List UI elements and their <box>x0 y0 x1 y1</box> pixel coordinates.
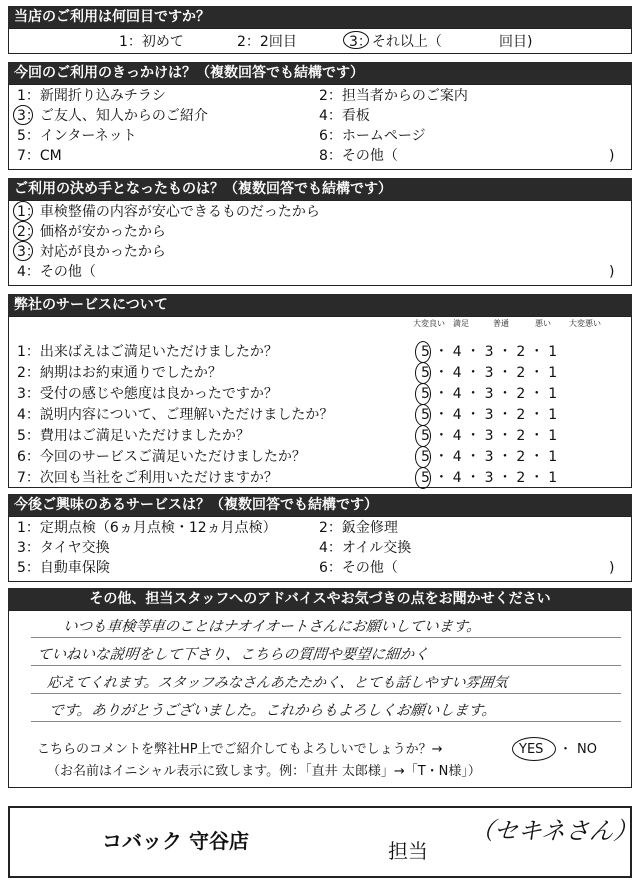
q2-item-1[interactable]: 1：新聞折り込みチラシ <box>17 88 166 104</box>
q4-question-1: 1：出来ばえはご満足いただけましたか？ <box>17 344 278 360</box>
q2-item-5[interactable]: 5：インターネット <box>17 128 137 144</box>
yes-option[interactable]: YES <box>519 742 544 757</box>
answer-circle <box>13 201 33 221</box>
q3-item-2[interactable]: 2：価格が安かったから <box>17 224 166 240</box>
ruled-line <box>31 665 621 666</box>
q3-item-1[interactable]: 1：車検整備の内容が安心できるものだったから <box>17 204 320 220</box>
q5-item-4[interactable]: 4：オイル交換 <box>319 540 412 556</box>
q1-option-3-suffix: 回目) <box>499 34 533 50</box>
footer-box <box>8 806 640 878</box>
q3-header <box>8 178 632 200</box>
initials-note: （お名前はイニシャル表示に致します。例：「直井 太郎様」→「T・N様」） <box>47 764 481 779</box>
q1-header <box>8 6 632 28</box>
ruled-line <box>31 721 621 722</box>
q2-title: 今回のご利用のきっかけは？（複数回答でも結構です） <box>14 65 364 81</box>
scale-header-1: 大変悪い <box>569 319 601 328</box>
comment-line-4: です。ありがとうございました。これからもよろしくお願いします。 <box>48 703 498 719</box>
q2-item-4[interactable]: 4：看板 <box>319 108 370 124</box>
q4-scale-5[interactable]: 5 ・ 4 ・ 3 ・ 2 ・ 1 <box>421 428 558 444</box>
q4-scale-6[interactable]: 5 ・ 4 ・ 3 ・ 2 ・ 1 <box>421 449 558 465</box>
q1-box <box>8 28 632 54</box>
ruled-line <box>31 637 621 638</box>
q2-item-3[interactable]: 3：ご友人、知人からのご紹介 <box>17 108 208 124</box>
option-separator: ・ <box>559 742 573 757</box>
q5-header <box>8 494 632 516</box>
q5-item-2[interactable]: 2：鈑金修理 <box>319 520 398 536</box>
q2-item-2[interactable]: 2：担当者からのご案内 <box>319 88 468 104</box>
ruled-line <box>31 693 621 694</box>
rating-answer-circle <box>415 425 431 447</box>
rating-answer-circle <box>415 362 431 384</box>
q2-close-paren: ) <box>609 148 615 164</box>
rating-answer-circle <box>415 341 431 363</box>
q2-item-8[interactable]: 8：その他（ <box>319 148 398 164</box>
q3-title: ご利用の決め手となったものは？（複数回答でも結構です） <box>14 181 392 197</box>
q2-box <box>8 84 632 170</box>
q5-item-3[interactable]: 3：タイヤ交換 <box>17 540 110 556</box>
q3-box <box>8 200 632 286</box>
q3-close-paren: ) <box>609 264 615 280</box>
comment-line-2: ていねいな説明をして下さり、こちらの質問や要望に細かく <box>36 647 430 663</box>
q4-question-5: 5：費用はご満足いただけましたか？ <box>17 428 250 444</box>
answer-circle <box>13 221 33 241</box>
q2-item-6[interactable]: 6：ホームページ <box>319 128 426 144</box>
q4-question-6: 6：今回のサービスご満足いただけましたか？ <box>17 449 306 465</box>
scale-header-2: 悪い <box>535 319 551 328</box>
comment-line-3: 応えてくれます。スタッフみなさんあたたかく、とても話しやすい雰囲気 <box>46 675 509 691</box>
answer-circle <box>13 105 33 125</box>
q4-question-7: 7：次回も当社をご利用いただけますか？ <box>17 470 278 486</box>
scale-header-4: 満足 <box>453 319 469 328</box>
q1-option-1[interactable]: 1：初めて <box>119 34 184 50</box>
q4-scale-3[interactable]: 5 ・ 4 ・ 3 ・ 2 ・ 1 <box>421 386 558 402</box>
q4-scale-2[interactable]: 5 ・ 4 ・ 3 ・ 2 ・ 1 <box>421 365 558 381</box>
q2-header <box>8 62 632 84</box>
q1-option-3[interactable]: 3：それ以上（ <box>349 34 442 50</box>
q3-item-4[interactable]: 4：その他（ <box>17 264 96 280</box>
q4-scale-1[interactable]: 5 ・ 4 ・ 3 ・ 2 ・ 1 <box>421 344 558 360</box>
q4-box <box>8 316 632 488</box>
answer-circle <box>512 737 556 761</box>
q4-question-3: 3：受付の感じや態度は良かったですか？ <box>17 386 278 402</box>
rating-answer-circle <box>415 383 431 405</box>
q5-item-6[interactable]: 6：その他（ <box>319 560 398 576</box>
rating-answer-circle <box>415 404 431 426</box>
shop-name: コバック 守谷店 <box>102 829 249 853</box>
staff-label: 担当 <box>388 839 428 863</box>
q6-header <box>8 588 632 610</box>
rating-answer-circle <box>415 446 431 468</box>
q6-box <box>8 610 632 788</box>
q5-title: 今後ご興味のあるサービスは？（複数回答でも結構です） <box>14 497 378 513</box>
q1-title: 当店のご利用は何回目ですか？ <box>14 9 210 25</box>
q4-scale-7[interactable]: 5 ・ 4 ・ 3 ・ 2 ・ 1 <box>421 470 558 486</box>
q6-title: その他、担当スタッフへのアドバイスやお気づきの点をお聞かせください <box>89 591 551 607</box>
hp-permission-question: こちらのコメントを弊社HP上でご紹介してもよろしいでしょうか？→ <box>37 742 443 757</box>
rating-answer-circle <box>415 467 431 489</box>
q5-close-paren: ) <box>609 560 615 576</box>
q2-item-7[interactable]: 7：CM <box>17 148 62 164</box>
q5-item-5[interactable]: 5：自動車保険 <box>17 560 110 576</box>
comment-line-1: いつも車検等車のことはナオイオートさんにお願いしています。 <box>62 619 482 635</box>
q5-item-1[interactable]: 1：定期点検（6ヵ月点検・12ヵ月点検） <box>17 520 277 536</box>
scale-header-5: 大変良い <box>413 319 445 328</box>
q4-question-4: 4：説明内容について、ご理解いただけましたか？ <box>17 407 334 423</box>
q1-option-2[interactable]: 2：2回目 <box>237 34 297 50</box>
q4-header <box>8 294 632 316</box>
scale-header-3: 普通 <box>493 319 509 328</box>
q5-box <box>8 516 632 582</box>
q4-title: 弊社のサービスについて <box>14 297 168 313</box>
q4-scale-4[interactable]: 5 ・ 4 ・ 3 ・ 2 ・ 1 <box>421 407 558 423</box>
answer-circle <box>343 31 369 49</box>
answer-circle <box>13 241 33 261</box>
staff-name: （セキネさん） <box>468 817 640 845</box>
q3-item-3[interactable]: 3：対応が良かったから <box>17 244 166 260</box>
q4-question-2: 2：納期はお約束通りでしたか？ <box>17 365 222 381</box>
no-option[interactable]: NO <box>577 742 597 757</box>
